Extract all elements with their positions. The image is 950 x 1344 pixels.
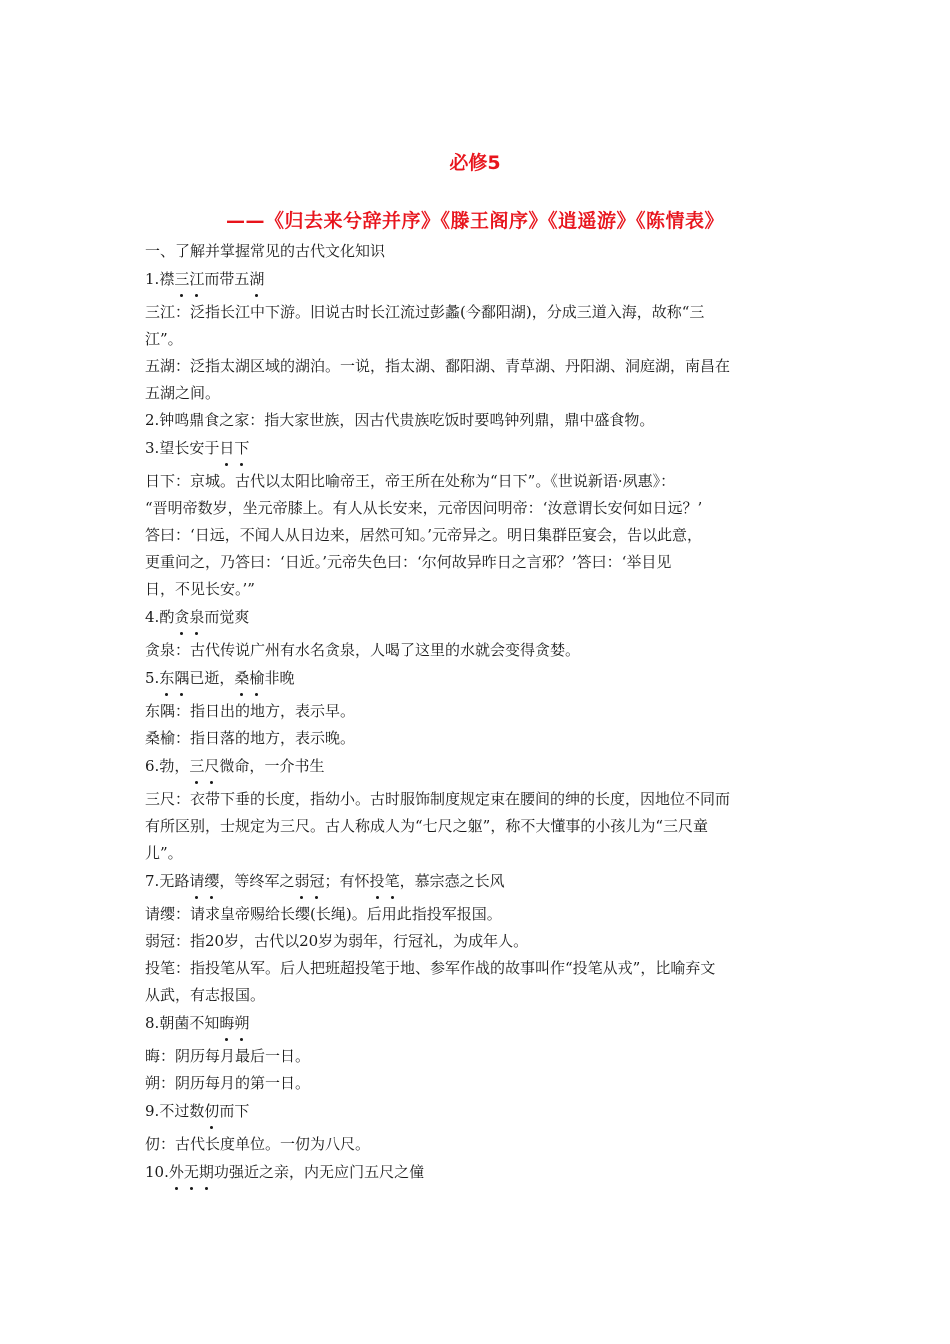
text-line: 弱冠：指20岁，古代以20岁为弱年，行冠礼，为成年人。 [145,932,529,950]
text-line: 更重问之，乃答曰：‘日近。’元帝失色曰：‘尔何故异昨日之言邪？’答曰：‘举目见 [145,553,672,571]
emphasis-dot-char: 弱 [294,867,309,895]
text-line: 三尺：衣带下垂的长度，指幼小。古时服饰制度规定束在腰间的绅的长度，因地位不同而 [145,790,731,808]
emphasis-dot-char: 三 [174,265,189,293]
emphasis-dot-char: 无 [184,1158,199,1186]
page-title: 必修5 [449,152,501,174]
text-line: 答曰：‘日远，不闻人从日边来，居然可知。’元帝异之。明日集群臣宴会，告以此意， [145,526,703,544]
text-line: 从武，有志报国。 [145,986,266,1004]
item-heading: 6.勃，三尺微命，一介书生 [145,752,810,786]
emphasis-dot-char: 下 [234,434,249,462]
text-line: 日下：京城。古代以太阳比喻帝王，帝王所在处称为“日下”。《世说新语·夙惠》： [145,472,676,490]
text-line: 朔：阴历每月的第一日。 [145,1074,311,1092]
text-line: 请缨：请求皇帝赐给长缨(长绳)。后用此指投军报国。 [145,905,502,923]
emphasis-dot-char: 榆 [249,664,264,692]
emphasis-dot-char: 尺 [204,752,219,780]
emphasis-dot-char: 桑 [234,664,249,692]
page-subtitle: ——《归去来兮辞并序》《滕王阁序》《逍遥游》《陈情表》 [225,210,724,232]
emphasis-dot-char: 三 [189,752,204,780]
text-line: 三江：泛指长江中下游。旧说古时长江流过彭蠡(今鄱阳湖)，分成三道入海，故称“三 [145,303,705,321]
emphasis-dot-char: 隅 [174,664,189,692]
emphasis-dot-char: 泉 [189,603,204,631]
text-line: 仞：古代长度单位。一仞为八尺。 [145,1135,371,1153]
document-body [145,238,810,1192]
text-line: “晋明帝数岁，坐元帝膝上。有人从长安来，元帝因问明帝：‘汝意谓长安何如日远？’ [145,499,703,517]
emphasis-dot-char: 缨 [204,867,219,895]
emphasis-dot-char: 笔 [385,867,400,895]
emphasis-dot-char: 期 [199,1158,214,1186]
item-heading: 8.朝菌不知晦朔 [145,1009,810,1043]
text-line: 五湖：泛指太湖区域的湖泊。一说，指太湖、鄱阳湖、青草湖、丹阳湖、洞庭湖，南昌在 [145,357,731,375]
emphasis-dot-char: 朔 [234,1009,249,1037]
item-heading: 10.外无期功强近之亲，内无应门五尺之僮 [145,1158,810,1192]
emphasis-dot-char: 东 [159,664,174,692]
item-heading: 7.无路请缨，等终军之弱冠；有怀投笔，慕宗悫之长风 [145,867,810,901]
emphasis-dot-char: 湖 [249,265,264,293]
emphasis-dot-char: 日 [219,434,234,462]
text-line: 投笔：指投笔从军。后人把班超投笔于地、参军作战的故事叫作“投笔从戎”，比喻弃文 [145,959,716,977]
text-line: 桑榆：指日落的地方，表示晚。 [145,729,356,747]
text-line: 日，不见长安。’” [145,580,255,598]
emphasis-dot-char: 江 [189,265,204,293]
emphasis-dot-char: 贪 [174,603,189,631]
item-heading: 1.襟三江而带五湖 [145,265,810,299]
text-line: 有所区别，士规定为三尺。古人称成人为“七尺之躯”，称不大懂事的小孩儿为“三尺童 [145,817,709,835]
item-heading: 5.东隅已逝，桑榆非晚 [145,664,810,698]
item-heading: 4.酌贪泉而觉爽 [145,603,810,637]
emphasis-dot-char: 外 [169,1158,184,1186]
text-line: 五湖之间。 [145,384,221,402]
emphasis-dot-char: 请 [189,867,204,895]
text-line: 儿”。 [145,844,183,862]
item-heading: 9.不过数仞而下 [145,1097,810,1131]
emphasis-dot-char: 投 [370,867,385,895]
text-line: 东隅：指日出的地方，表示早。 [145,702,356,720]
emphasis-dot-char: 晦 [219,1009,234,1037]
text-line: 贪泉：古代传说广州有水名贪泉，人喝了这里的水就会变得贪婪。 [145,641,581,659]
emphasis-dot-char: 仞 [204,1097,219,1125]
text-line: 晦：阴历每月最后一日。 [145,1047,311,1065]
emphasis-dot-char: 冠 [309,867,324,895]
text-line: 江”。 [145,330,183,348]
text-line: 2.钟鸣鼎食之家：指大家世族，因古代贵族吃饭时要鸣钟列鼎，鼎中盛食物。 [145,411,655,429]
item-heading: 3.望长安于日下 [145,434,810,468]
text-line: 一、了解并掌握常见的古代文化知识 [145,242,386,260]
